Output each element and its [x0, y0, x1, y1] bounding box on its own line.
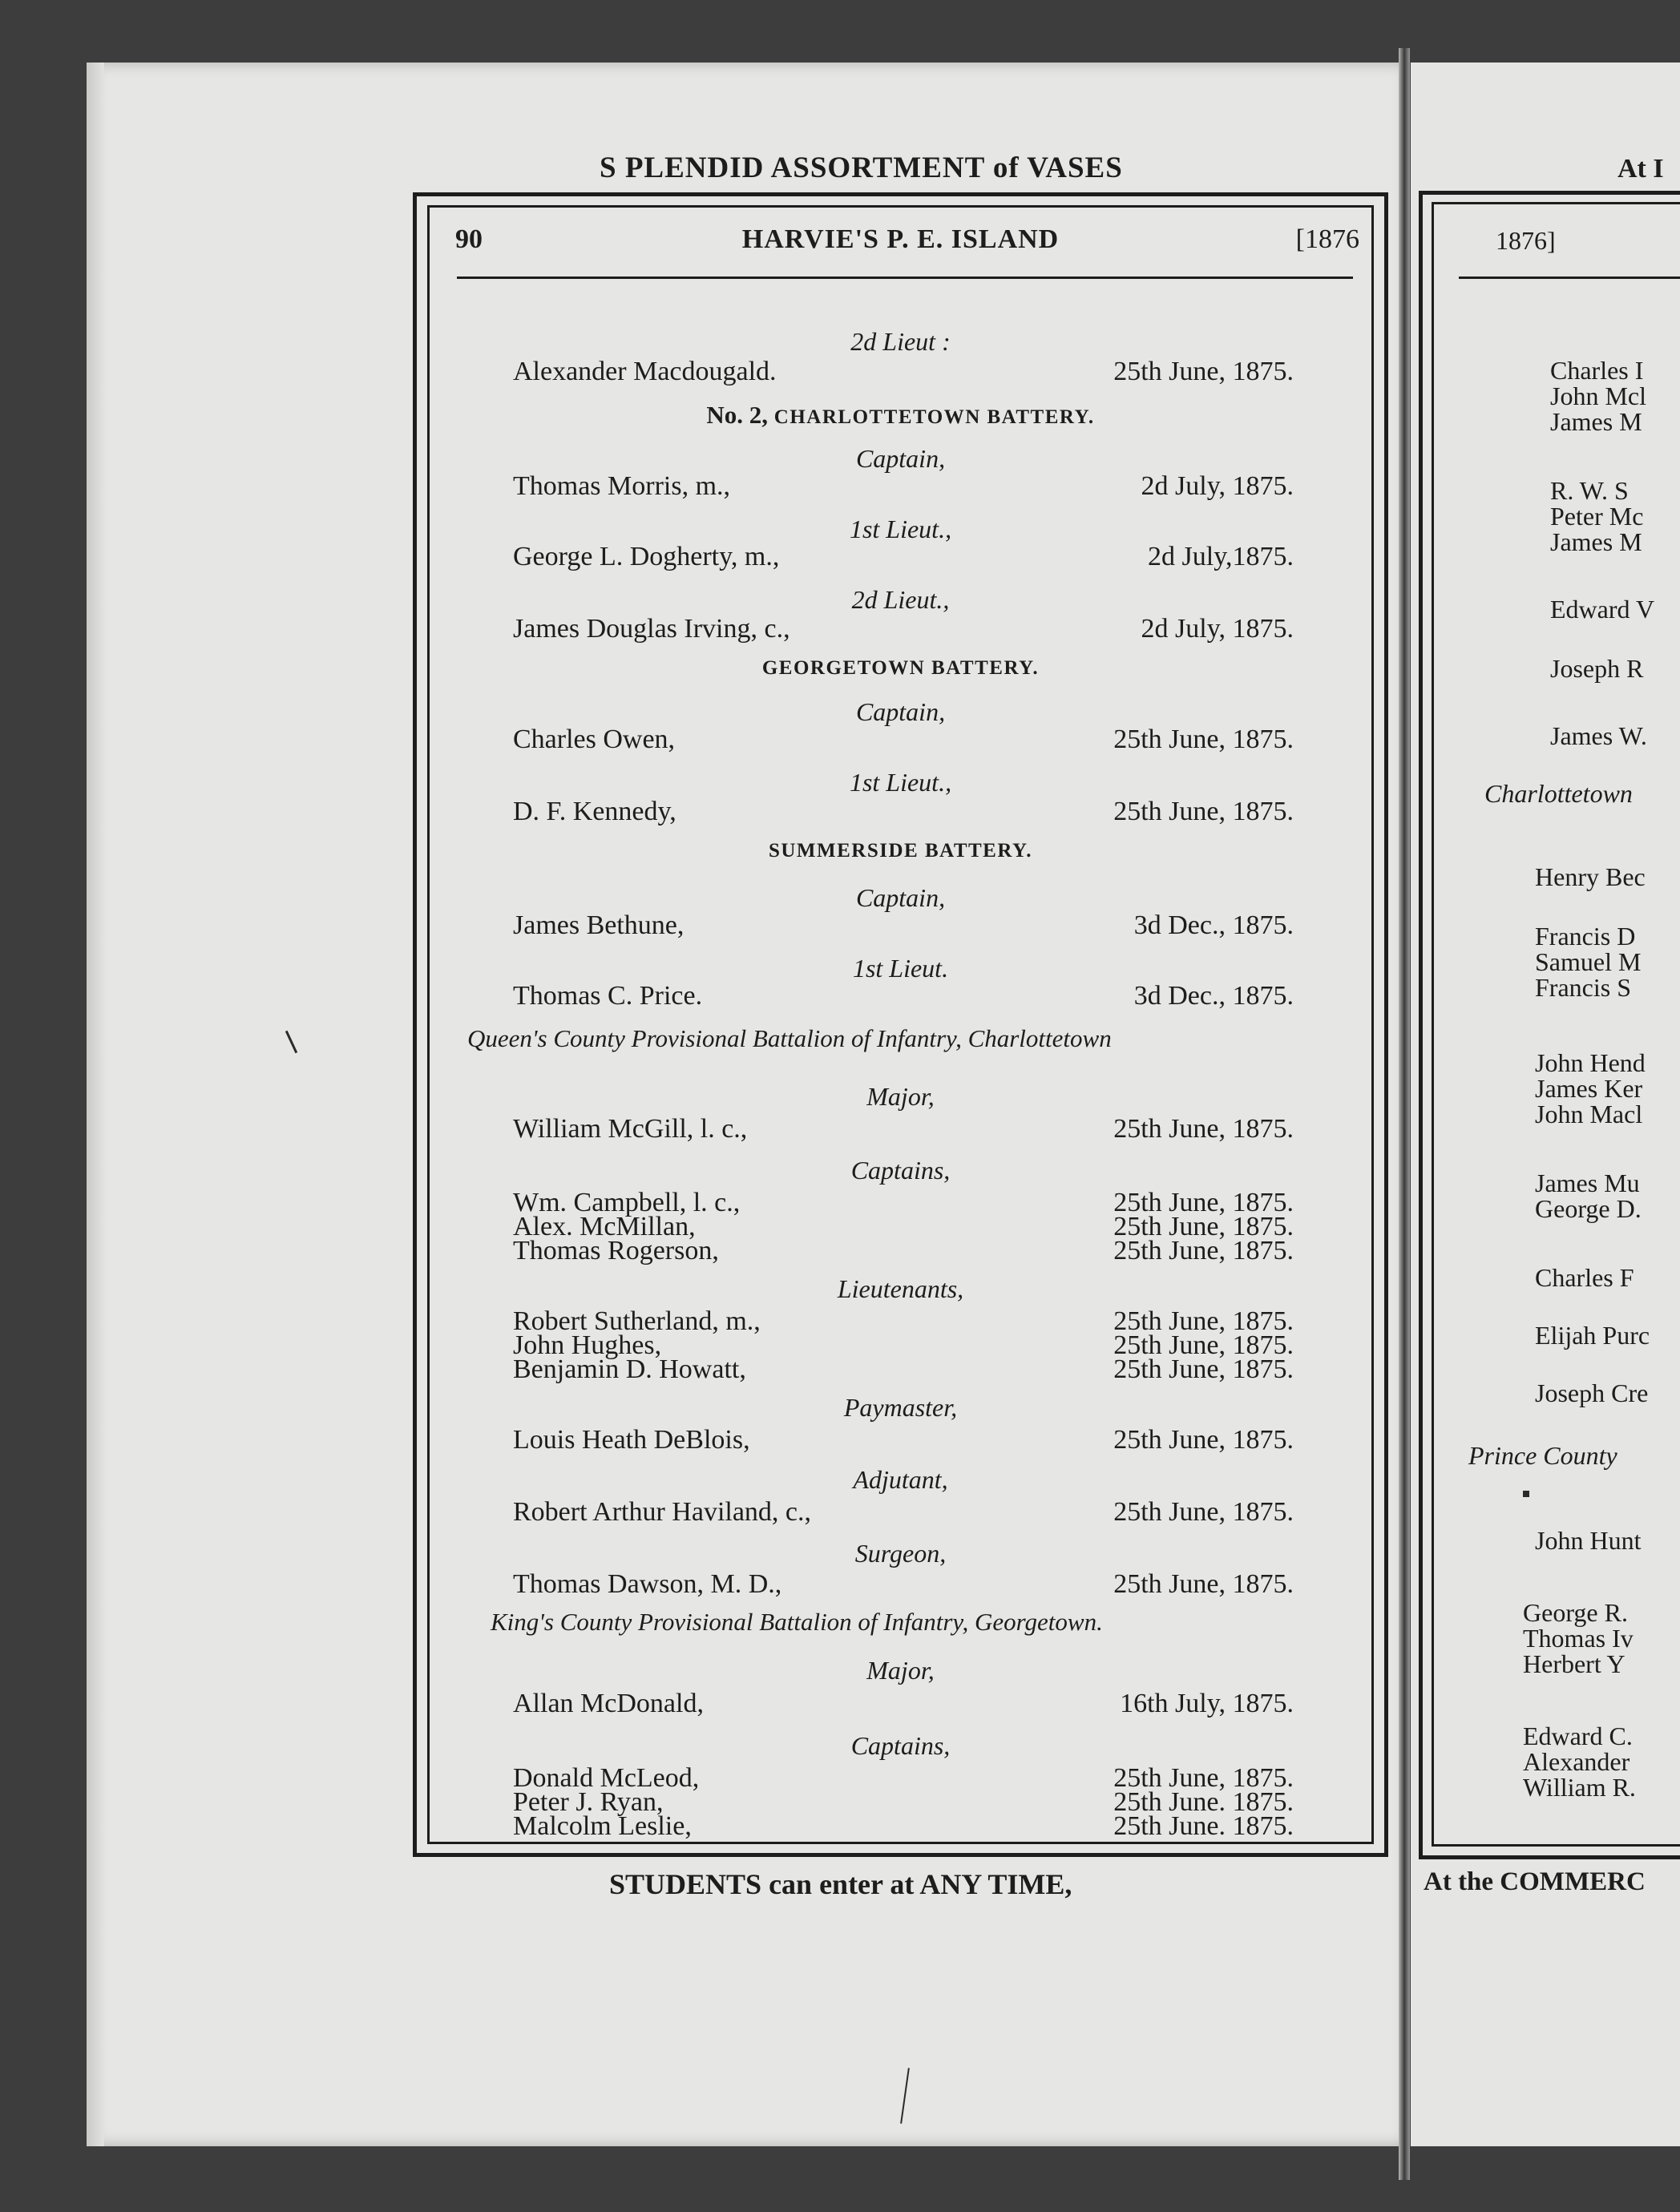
officer-name: James Douglas Irving, c.,: [513, 614, 790, 644]
page-title: HARVIE'S P. E. ISLAND: [741, 224, 1060, 254]
rank-heading: Captains,: [850, 1731, 951, 1760]
commission-date: 25th June, 1875.: [1113, 1569, 1294, 1599]
header-rule: [457, 276, 1353, 279]
commission-date: 25th June, 1875.: [1113, 1188, 1294, 1217]
rank-heading: Captains,: [850, 1156, 951, 1185]
commission-date: 25th June, 1875.: [1113, 1114, 1294, 1144]
right-page-line: Joseph R: [1550, 654, 1644, 683]
battery-heading: [427, 840, 1374, 862]
roster-row: [513, 471, 1294, 503]
right-page-line: Peter Mc: [1550, 502, 1644, 531]
right-page-line: James M: [1550, 527, 1642, 556]
right-page-line: James W.: [1550, 721, 1647, 750]
commission-date: 2d July, 1875.: [1141, 471, 1294, 501]
commission-date: 25th June, 1875.: [1113, 1425, 1294, 1455]
roster-row: [513, 614, 1294, 646]
battalion-heading: Queen's County Provisional Battalion of Infantry, Charlottetown: [467, 1024, 1112, 1052]
officer-name: Thomas Dawson, M. D.,: [513, 1569, 782, 1599]
officer-name: Malcolm Leslie,: [513, 1811, 692, 1841]
scan-mark: [1523, 1491, 1529, 1497]
right-page-line: Francis D: [1535, 922, 1636, 951]
battery-number: No. 2,: [706, 401, 769, 429]
right-header-rule: [1459, 276, 1680, 279]
right-page-year: 1876]: [1496, 226, 1556, 255]
right-page-line: George D.: [1535, 1194, 1642, 1223]
officer-name: John Hughes,: [513, 1330, 662, 1360]
commission-date: 25th June. 1875.: [1113, 1811, 1294, 1841]
right-running-foot: At the COMMERC: [1424, 1867, 1646, 1896]
right-page-line: Herbert Y: [1523, 1649, 1625, 1678]
right-page-line: Joseph Cre: [1535, 1378, 1649, 1407]
right-page-line: John Mcl: [1550, 381, 1646, 410]
page-year: [1876: [1295, 224, 1359, 254]
roster-row: [513, 910, 1294, 943]
commission-date: 2d July, 1875.: [1141, 614, 1294, 644]
right-page-line: James M: [1550, 407, 1642, 436]
right-page-line: Samuel M: [1535, 947, 1642, 976]
right-page-line: Charlottetown: [1484, 779, 1633, 808]
right-page-line: John Macl: [1535, 1100, 1643, 1128]
officer-name: D. F. Kennedy,: [513, 797, 676, 826]
rank-heading: 1st Lieut.: [852, 954, 949, 983]
officer-name: Thomas C. Price.: [513, 981, 703, 1011]
rank-heading: Paymaster,: [843, 1393, 958, 1422]
right-page-line: John Hunt: [1535, 1526, 1642, 1555]
right-page-line: Alexander: [1523, 1747, 1630, 1776]
rank-heading: Adjutant,: [853, 1465, 948, 1494]
commission-date: 16th July, 1875.: [1120, 1689, 1294, 1718]
right-page-line: Charles F: [1535, 1263, 1634, 1292]
roster-row: [513, 357, 1294, 389]
battery-heading: [427, 657, 1374, 680]
roster-row: [513, 1689, 1294, 1721]
rank-heading: Major,: [866, 1656, 935, 1685]
right-page-line: Charles I: [1550, 356, 1644, 385]
commission-date: 3d Dec., 1875.: [1133, 981, 1294, 1011]
running-foot: STUDENTS can enter at ANY TIME,: [609, 1868, 1072, 1900]
commission-date: 3d Dec., 1875.: [1133, 910, 1294, 940]
page-number: 90: [455, 224, 483, 254]
officer-name: Louis Heath DeBlois,: [513, 1425, 750, 1455]
roster-row: [513, 797, 1294, 829]
commission-date: 25th June, 1875.: [1113, 797, 1294, 826]
commission-date: 25th June, 1875.: [1113, 1763, 1294, 1793]
roster-row: [513, 1569, 1294, 1601]
roster-row: [513, 1811, 1294, 1843]
officer-name: Thomas Morris, m.,: [513, 471, 731, 501]
right-page-line: Thomas Iv: [1523, 1624, 1634, 1653]
right-page-line: William R.: [1523, 1773, 1636, 1802]
commission-date: 25th June, 1875.: [1113, 1497, 1294, 1527]
roster-row: [513, 981, 1294, 1013]
commission-date: 25th June, 1875.: [1113, 1306, 1294, 1336]
right-page-line: Elijah Purc: [1535, 1321, 1650, 1350]
officer-name: William McGill, l. c.,: [513, 1114, 748, 1144]
right-page-line: Francis S: [1535, 973, 1631, 1002]
right-page-line: Prince County: [1468, 1441, 1617, 1470]
rank-heading: 1st Lieut.,: [849, 768, 952, 797]
commission-date: 25th June, 1875.: [1113, 1354, 1294, 1384]
rank-heading: Major,: [866, 1082, 935, 1111]
officer-name: Alex. McMillan,: [513, 1212, 696, 1241]
right-page-line: John Hend: [1535, 1048, 1646, 1077]
commission-date: 25th June, 1875.: [1113, 725, 1294, 754]
officer-name: Allan McDonald,: [513, 1689, 704, 1718]
rank-heading: 1st Lieut.,: [849, 515, 952, 543]
right-page-line: George R.: [1523, 1598, 1628, 1627]
rank-heading: Captain,: [855, 883, 946, 912]
rank-heading: 2d Lieut.,: [851, 585, 950, 614]
battery-name: GEORGETOWN BATTERY.: [761, 657, 1040, 679]
battery-name: SUMMERSIDE BATTERY.: [768, 840, 1033, 862]
book-gutter: [1399, 48, 1410, 2180]
officer-name: Robert Arthur Haviland, c.,: [513, 1497, 812, 1527]
officer-name: Robert Sutherland, m.,: [513, 1306, 761, 1336]
roster-row: [513, 1236, 1294, 1268]
officer-name: James Bethune,: [513, 910, 685, 940]
right-page-line: Edward C.: [1523, 1722, 1633, 1750]
right-page-line: R. W. S: [1550, 476, 1629, 505]
roster-row: [513, 725, 1294, 757]
roster-row: [513, 1425, 1294, 1457]
right-page-line: James Ker: [1535, 1074, 1643, 1103]
right-page-line: James Mu: [1535, 1169, 1640, 1197]
roster-row: [513, 1497, 1294, 1529]
right-page-line: Henry Bec: [1535, 862, 1646, 891]
right-running-head: At I: [1617, 154, 1664, 184]
officer-name: Thomas Rogerson,: [513, 1236, 719, 1265]
officer-name: Charles Owen,: [513, 725, 676, 754]
page-edge: [87, 63, 104, 2146]
officer-name: Donald McLeod,: [513, 1763, 700, 1793]
roster-row: [513, 1354, 1294, 1387]
commission-date: 25th June, 1875.: [1113, 1330, 1294, 1360]
commission-date: 25th June, 1875.: [1113, 357, 1294, 386]
right-page-line: Edward V: [1550, 595, 1655, 624]
rank-heading: Captain,: [855, 444, 946, 473]
officer-name: Wm. Campbell, l. c.,: [513, 1188, 741, 1217]
roster-row: [513, 1114, 1294, 1146]
commission-date: 25th June. 1875.: [1113, 1787, 1294, 1817]
officer-name: Peter J. Ryan,: [513, 1787, 664, 1817]
officer-name: Benjamin D. Howatt,: [513, 1354, 746, 1384]
rank-heading: 2d Lieut :: [850, 327, 951, 356]
battery-heading: [427, 401, 1374, 430]
commission-date: 25th June, 1875.: [1113, 1212, 1294, 1241]
commission-date: 25th June, 1875.: [1113, 1236, 1294, 1265]
rank-heading: Surgeon,: [854, 1539, 947, 1568]
battalion-heading: King's County Provisional Battalion of Infantry, Georgetown.: [491, 1608, 1103, 1636]
officer-name: George L. Dogherty, m.,: [513, 542, 780, 571]
running-head-text: S PLENDID ASSORTMENT of VASES: [600, 151, 1123, 184]
rank-heading: Captain,: [855, 697, 946, 726]
battery-name: CHARLOTTETOWN BATTERY.: [773, 406, 1095, 428]
commission-date: 2d July,1875.: [1148, 542, 1294, 571]
officer-name: Alexander Macdougald.: [513, 357, 777, 386]
rank-heading: Lieutenants,: [837, 1274, 964, 1303]
roster-row: [513, 542, 1294, 574]
